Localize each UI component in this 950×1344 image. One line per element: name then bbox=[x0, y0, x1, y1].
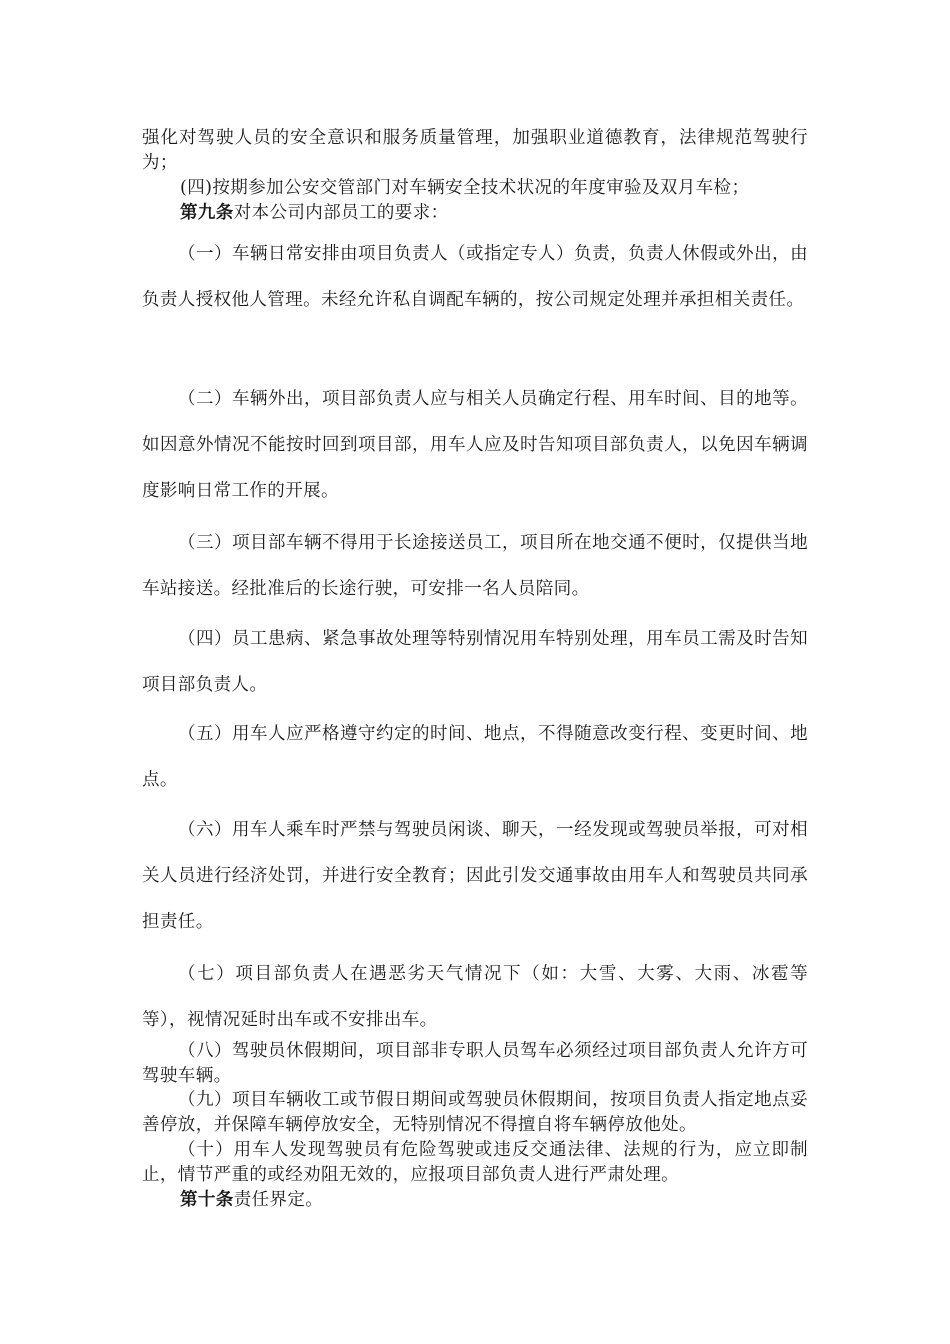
list-item-7: （七）项目部负责人在遇恶劣天气情况下（如：大雪、大雾、大雨、冰雹等等），视情况延时出车或不安排出车。 bbox=[142, 964, 808, 1030]
paragraph-driver-management: 强化对驾驶人员的安全意识和服务质量管理，加强职业道德教育，法律规范驾驶行为； bbox=[142, 128, 808, 173]
article-9-heading: 第九条 bbox=[180, 203, 234, 223]
article-10-text: 责任界定。 bbox=[233, 1190, 324, 1210]
list-item-10: （十）用车人发现驾驶员有危险驾驶或违反交通法律、法规的行为，应立即制止，情节严重的或经劝阻无效的，应报项目部负责人进行严肃处理。 bbox=[142, 1140, 808, 1185]
article-9-text: 对本公司内部员工的要求： bbox=[233, 203, 449, 223]
list-item-1: （一）车辆日常安排由项目负责人（或指定专人）负责，负责人休假或外出，由负责人授权他人管理。未经允许私自调配车辆的，按公司规定处理并承担相关责任。 bbox=[142, 244, 808, 310]
list-item-2: （二）车辆外出，项目部负责人应与相关人员确定行程、用车时间、目的地等。如因意外情况不能按时回到项目部，用车人应及时告知项目部负责人，以免因车辆调度影响日常工作的开展。 bbox=[142, 389, 808, 501]
paragraph-annual-inspection: (四)按期参加公安交管部门对车辆安全技术状况的年度审验及双月车检； bbox=[180, 178, 750, 198]
list-item-8: （八）驾驶员休假期间，项目部非专职人员驾车必须经过项目部负责人允许方可驾驶车辆。 bbox=[142, 1041, 808, 1086]
article-9 bbox=[142, 201, 808, 226]
article-10 bbox=[142, 1188, 808, 1213]
list-item-6: （六）用车人乘车时严禁与驾驶员闲谈、聊天，一经发现或驾驶员举报，可对相关人员进行经济处罚，并进行安全教育；因此引发交通事故由用车人和驾驶员共同承担责任。 bbox=[142, 820, 808, 932]
list-item-9: （九）项目车辆收工或节假日期间或驾驶员休假期间，按项目负责人指定地点妥善停放，并保障车辆停放安全，无特别情况不得擅自将车辆停放他处。 bbox=[142, 1090, 808, 1135]
list-item-5: （五）用车人应严格遵守约定的时间、地点，不得随意改变行程、变更时间、地点。 bbox=[142, 724, 808, 790]
list-item-3: （三）项目部车辆不得用于长途接送员工，项目所在地交通不便时，仅提供当地车站接送。经批准后的长途行驶，可安排一名人员陪同。 bbox=[142, 533, 808, 599]
article-10-heading: 第十条 bbox=[180, 1190, 234, 1210]
list-item-4: （四）员工患病、紧急事故处理等特别情况用车特别处理，用车员工需及时告知项目部负责人。 bbox=[142, 629, 808, 695]
